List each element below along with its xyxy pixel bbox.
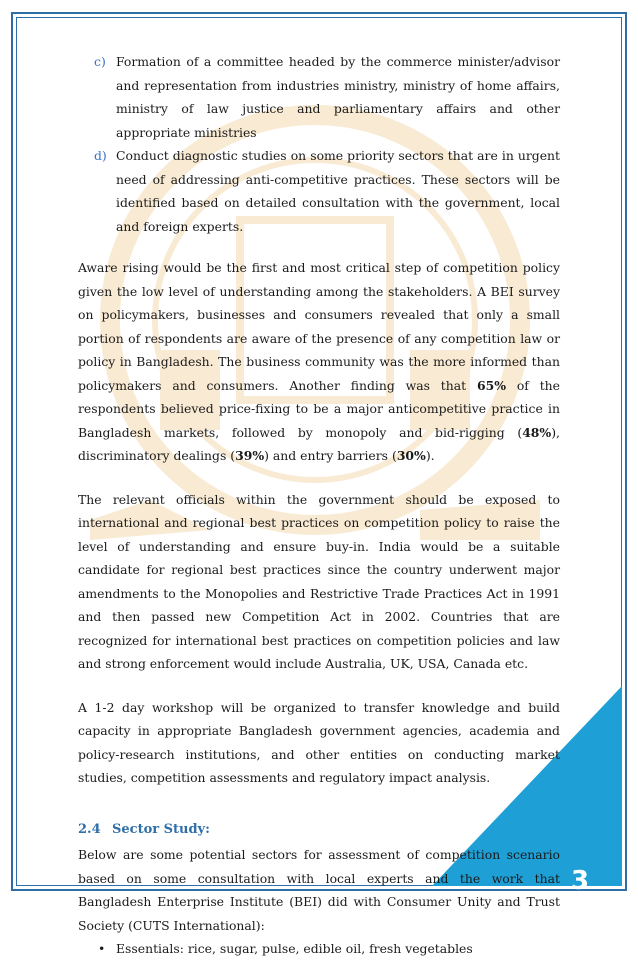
section-heading (78, 818, 560, 842)
list-item (78, 50, 560, 144)
page-number: 3 (570, 866, 590, 896)
list-item (78, 144, 560, 238)
text-span: Aware rising would be the first and most critical step of competition policy given the low level of understanding among the stakeholders. A BEI survey on policymakers, businesses and consumers revealed that only a small portion of respondents are aware of the presence of any competition law or policy in Bangladesh. The business community was the more informed than policymakers and consumers. Another finding was that (78, 260, 560, 393)
bold-stat: 39% (235, 448, 265, 463)
document-body (78, 50, 560, 961)
paragraph-awareness (78, 256, 560, 468)
bullet-text: Essentials: rice, sugar, pulse, edible oil, fresh vegetables (116, 941, 473, 956)
text-span: of the respondents believed price-fixing to be a major anticompetitive practice in Bangladesh markets, followed by monopoly and bid-rigging ( (78, 377, 560, 440)
list-item-text: Conduct diagnostic studies on some priority sectors that are in urgent need of addressing anti-competitive practices. These sectors will be identified based on detailed consultation with the government, local and foreign experts. (116, 148, 560, 234)
list-marker: c) (94, 54, 106, 69)
section-number: 2.4 (78, 821, 101, 837)
paragraph-best-practices: The relevant officials within the government should be exposed to international and regional best practices on competition policy to raise the level of understanding and ensure buy-in. India would be a suitable candidate for regional best practices since the country underwent major amendments to the Monopolies and Restrictive Trade Practices Act in 1991 and then passed new Competition Act in 2002. Countries that are recognized for international best practices on competition policies and law and strong enforcement would include Australia, UK, USA, Canada etc. (78, 491, 560, 671)
list-item-text: Formation of a committee headed by the commerce minister/advisor and representation from industries ministry, ministry of home affairs, ministry of law justice and parliamentary affairs and other appropriate ministries (116, 54, 560, 140)
list-marker: d) (94, 148, 107, 163)
text-span: ). (425, 448, 435, 463)
section-title: Sector Study: (112, 821, 210, 837)
bold-stat: 30% (396, 448, 426, 463)
text-span: ) and entry barriers ( (264, 448, 397, 463)
paragraph-sectors: Below are some potential sectors for assessment of competition scenario based on some consultation with local experts and the work that Bangladesh Enterprise Institute (BEI) did with Consumer Unity and Trust Society (CUTS International): (78, 847, 560, 933)
text-span: ), discriminatory dealings ( (78, 424, 560, 463)
bold-stat: 48% (522, 424, 552, 440)
bullet-icon: • (98, 941, 106, 956)
paragraph-workshop: A 1-2 day workshop will be organized to transfer knowledge and build capacity in appropriate Bangladesh government agencies, academia and policy-research institutions, and other entities on conducting market studies, competition assessments and regulatory impact analysis. (78, 699, 560, 785)
bullet-item (78, 937, 560, 961)
bold-stat: 65% (476, 377, 506, 393)
